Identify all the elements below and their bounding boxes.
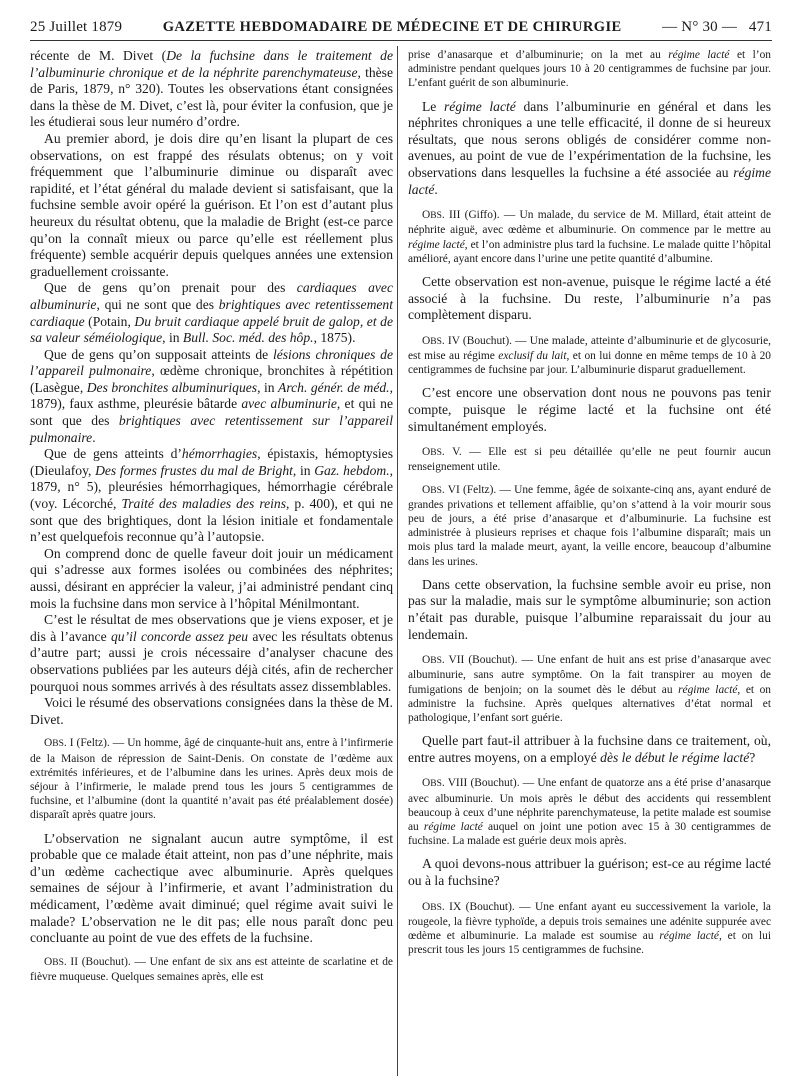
- observation-summary: OBS. IX (Bouchut). — Une enfant ayant eu successivement la variole, la rougeole, la fièvre typhoïde, a depuis trois semaines une adénite suppurée avec œdème et albuminurie. La malade est soumise au régime lacté, et on lui prescrit tous les jours 15 centigrammes de fuchsine.: [408, 900, 771, 957]
- page-header: [30, 14, 772, 41]
- body-paragraph: Que de gens atteints d’hémorrhagies, épistaxis, hémoptysies (Dieulafoy, Des formes frustes du mal de Bright, in Gaz. hebdom., 1879, n° 5), pleurésies hémorrhagiques, hémorrhagie cérébrale (voy. Lécorché, Traité des maladies des reins, p. 400), et qui ne sont que des brightiques, dont la lésion initiale et fondamentale n’est quelquefois reconnue qu’à l’autopsie.: [30, 446, 394, 545]
- issue-and-page: [662, 19, 772, 36]
- observation-summary: OBS. V. — Elle est si peu détaillée qu’elle ne peut fournir aucun renseignement utile.: [408, 446, 771, 474]
- observation-summary: OBS. VII (Bouchut). — Une enfant de huit ans est prise d’anasarque avec albuminurie, sans autre symptôme. On la fait transpirer au moyen de fumigations de benjoin; on la soumet dès le début au régime lacté, et on administre la fuchsine. Après quelques alternatives d’état normal et pathologique, l’enfant sort guérie.: [408, 654, 772, 724]
- issue-number: — N° 30 —: [662, 18, 738, 35]
- observation-summary: OBS. I (Feltz). — Un homme, âgé de cinquante-huit ans, entre à l’infirmerie de la Maison de répression de Saint-Denis. On constate de l’œdème aux extrémités inférieures, et de l’albumine dans les urines. Après deux mois de séjour à l’infirmerie, le malade prend tous les jours 5 centigrammes de fuchsine, et l’albumine (dont la quantité n’avait pas été préalablement dosée) disparaît après quatre jours.: [30, 737, 393, 822]
- body-paragraph: Dans cette observation, la fuchsine semble avoir eu prise, non pas sur la maladie, mais sur le symptôme albuminurie; son action n’était pas durable, puisque l’albumine reparaissait du jour au lendemain.: [408, 576, 771, 642]
- body-paragraph: On comprend donc de quelle faveur doit jouir un médicament qui s’adresse aux formes isolées ou combinées des néphrites; aussi, désirant en apprécier la valeur, j’ai administré pendant cinq mois la fuchsine dans mon service à l’hôpital Ménilmontant.: [30, 545, 393, 611]
- observation-summary: OBS. III (Giffo). — Un malade, du service de M. Millard, était atteint de néphrite aiguë, avec œdème et albuminurie. On commence par le mettre au régime lacté, et l’on administre plus tard la fuchsine. Le malade quitte l’hôpital amélioré, ayant encore dans l’urine une petite quantité d’albumine.: [408, 209, 771, 265]
- body-paragraph: L’observation ne signalant aucun autre symptôme, il est probable que ce malade était atteint, non pas d’une néphrite, mais d’un œdème cachectique avec albuminurie. Après quelques semaines de séjour à l’infirmerie, et avant l’administration du médicament, l’œdème avait diminué; quel régime avait suivi le malade? L’observation ne le dit pas; elle nous paraît donc peu concluante au point de vue des effets de la fuchsine.: [30, 830, 393, 946]
- left-column: [30, 48, 393, 984]
- body-paragraph: C’est le résultat de mes observations que je viens exposer, et je dis à l’avance qu’il concorde assez peu avec les résultats obtenus d’autre part; aussi je crois nécessaire d’analyser chacune des observations publiées par les auteurs déjà cités, afin de rechercher pourquoi nous sommes arrivés à des résultats assez dissemblables.: [30, 612, 393, 694]
- body-paragraph: récente de M. Divet (De la fuchsine dans le traitement de l’albuminurie chronique et de la néphrite parenchymateuse, thèse de Paris, 1879, n° 320). Toutes les observations étant consignées dans la thèse de M. Divet, c’est là, pour éviter la confusion, que je les étudierai sous leur numéro d’ordre.: [30, 48, 393, 130]
- page-number: 471: [748, 18, 772, 35]
- issue-date: 25 Juillet 1879: [30, 18, 123, 35]
- observation-summary: OBS. II (Bouchut). — Une enfant de six ans est atteinte de scarlatine et de fièvre muqueuse. Quelques semaines après, elle est: [30, 955, 393, 983]
- observation-summary: OBS. VIII (Bouchut). — Une enfant de quatorze ans a été prise d’anasarque avec albuminurie. Un mois après le début des accidents qui ressemblent beaucoup à ceux d’une néphrite parenchymateuse, la petite malade est soumise au régime lacté auquel on joint une potion avec 15 à 30 centigrammes de fuchsine. La malade est guérie deux mois après.: [408, 777, 771, 848]
- body-paragraph: Cette observation est non-avenue, puisque le régime lacté a été associé à la fuchsine. Du reste, l’albuminurie n’a pas complètement disparu.: [408, 273, 771, 323]
- right-column: [408, 48, 771, 957]
- body-paragraph: Que de gens qu’on prenait pour des cardiaques avec albuminurie, qui ne sont que des brightiques avec retentissement cardiaque (Potain, Du bruit cardiaque appelé bruit de galop, et de sa valeur séméiologique, in Bull. Soc. méd. des hôp., 1875).: [30, 280, 394, 346]
- observation-summary: OBS. VI (Feltz). — Une femme, âgée de soixante-cinq ans, ayant enduré de grandes privations et tellement affaiblie, qu’on s’attend à la voir mourir sous peu de jours, a été prise d’anasarque et d’albuminurie. La fuchsine est administrée à plusieurs reprises et chaque fois l’albumine disparaît; mais un mois plus tard la malade meurt, ayant, la veille encore, beaucoup d’albumine dans les urines.: [408, 483, 771, 568]
- body-paragraph: Quelle part faut-il attribuer à la fuchsine dans ce traitement, où, entre autres moyens, on a employé dès le début le régime lacté?: [408, 733, 771, 765]
- body-paragraph: Voici le résumé des observations consignées dans la thèse de M. Divet.: [30, 695, 393, 727]
- body-paragraph: C’est encore une observation dont nous ne pouvons pas tenir compte, puisque le régime lacté et la fuchsine ont été simultanément employés.: [408, 385, 771, 434]
- observation-summary: OBS. IV (Bouchut). — Une malade, atteinte d’albuminurie et de glycosurie, est mise au régime exclusif du lait, et on lui donne en même temps de 10 à 20 centigrammes de fuchsine par jour. L’albuminurie disparut graduellement.: [408, 334, 771, 377]
- observation-summary: prise d’anasarque et d’albuminurie; on la met au régime lacté et l’on administre pendant quelques jours 10 à 20 centigrammes de fuchsine par jour. L’enfant guérit de son albuminurie.: [408, 49, 771, 90]
- body-paragraph: Le régime lacté dans l’albuminurie en général et dans les néphrites chroniques a une telle efficacité, il donne de si heureux résultats, que nous serons obligés de considérer comme non-avenues, au point de vue de l’expérimentation de la fuchsine, les observations dans lesquelles la fuchsine a été associée au régime lacté.: [408, 98, 771, 197]
- body-paragraph: Au premier abord, je dois dire qu’en lisant la plupart de ces observations, on est frappé des résulats obtenus; on y voit fréquemment que l’albuminurie diminue ou disparaît avec rapidité, et l’état général du malade devient si satisfaisant, que la fuchsine semble avoir opéré la guérison. Et l’on est d’autant plus heureux du résultat obtenu, que la maladie de Bright (est-ce parce qu’on la connaît mieux ou parce qu’elle est réellement plus fréquente) semble acquérir depuis quelques années une extension graduellement croissante.: [30, 130, 393, 279]
- body-paragraph: Que de gens qu’on supposait atteints de lésions chroniques de l’appareil pulmonaire, œdème chronique, bronchites à répétition (Lasègue, Des bronchites albuminuriques, in Arch. génér. de méd., 1879), faux asthme, pleurésie bâtarde avec albuminurie, et qui ne sont que des brightiques avec retentissement sur l’appareil pulmonaire.: [30, 346, 393, 445]
- body-paragraph: A quoi devons-nous attribuer la guérison; est-ce au régime lacté ou à la fuchsine?: [408, 856, 771, 888]
- column-divider: [397, 46, 398, 1076]
- journal-title: GAZETTE HEBDOMADAIRE DE MÉDECINE ET DE CHIRURGIE: [162, 18, 622, 35]
